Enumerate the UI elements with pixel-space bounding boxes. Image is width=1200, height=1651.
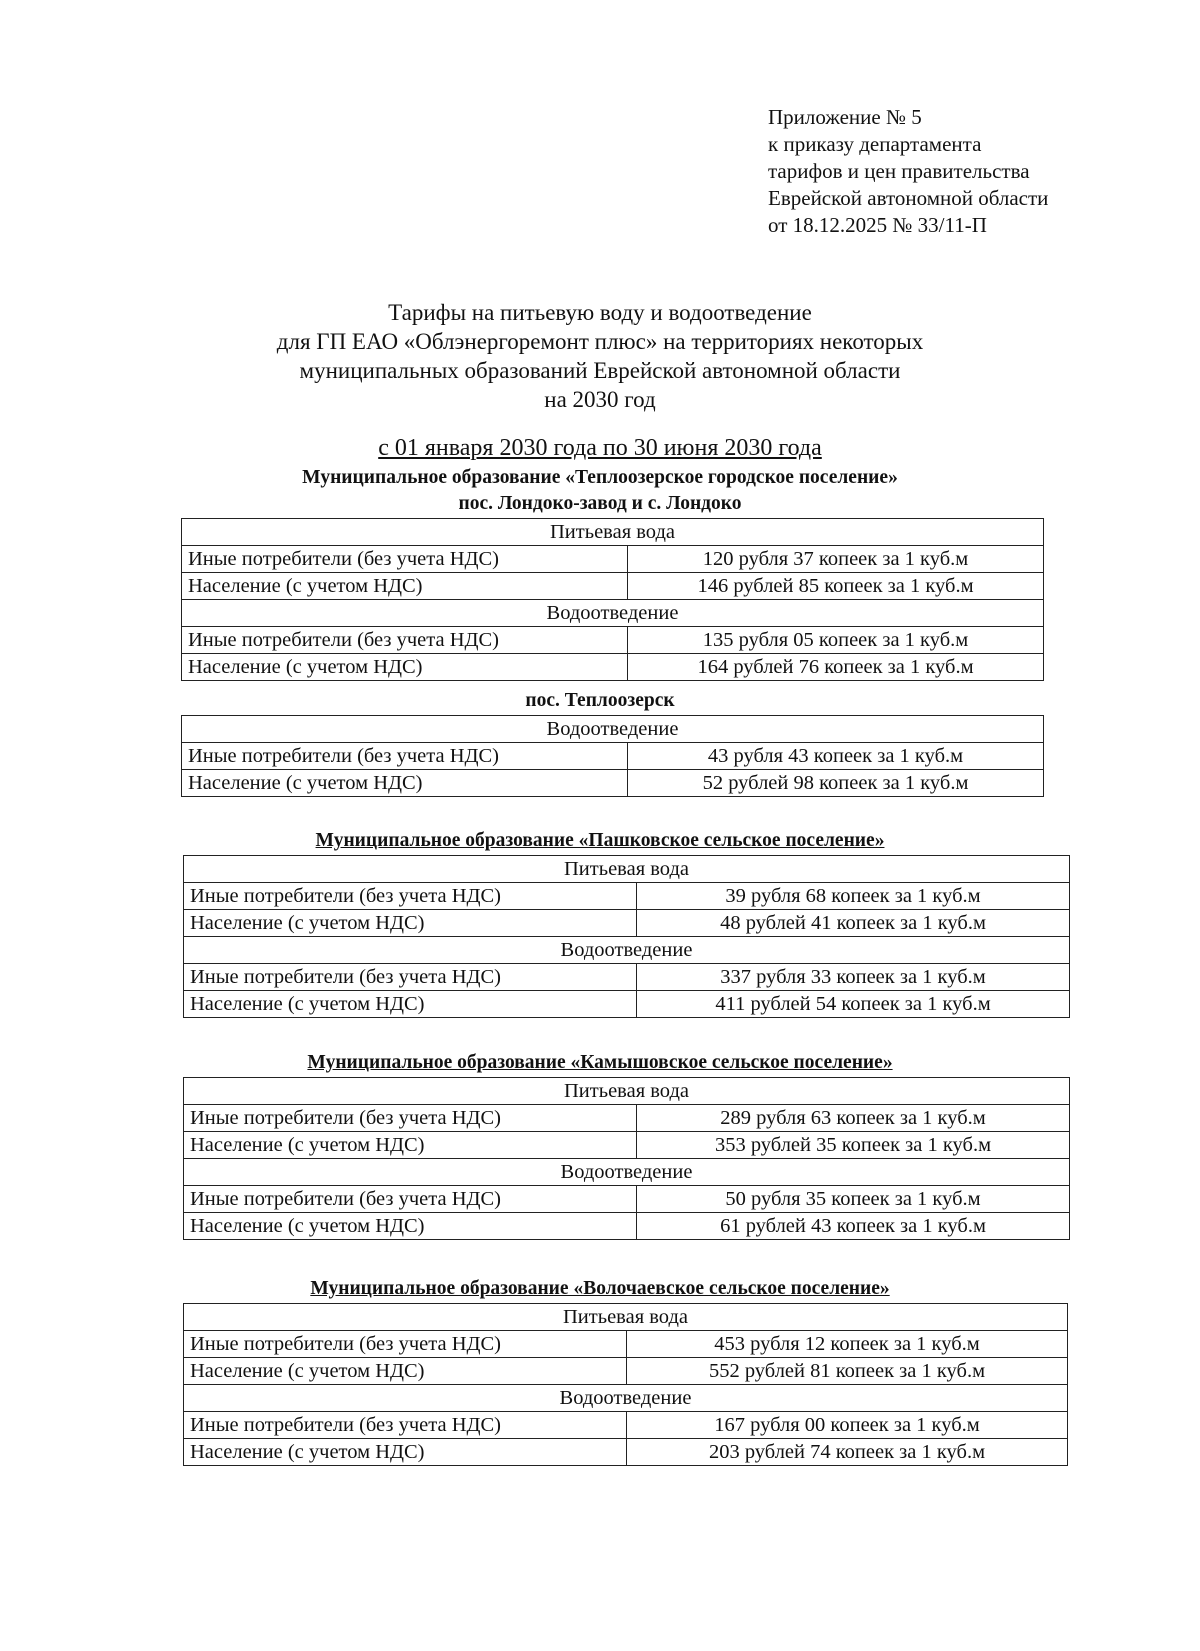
section-row (182, 519, 1044, 546)
tariff-value: 164 рублей 76 копеек за 1 куб.м (628, 654, 1044, 681)
appendix-reference (768, 104, 1048, 239)
consumer-label: Население (с учетом НДС) (182, 654, 628, 681)
section-title: Водоотведение (184, 1159, 1070, 1186)
table-row (182, 627, 1044, 654)
tariff-value: 39 рубля 68 копеек за 1 куб.м (637, 883, 1070, 910)
tariff-value: 50 рубля 35 копеек за 1 куб.м (637, 1186, 1070, 1213)
section-row (182, 600, 1044, 627)
section-row (184, 1159, 1070, 1186)
table-row (184, 883, 1070, 910)
section-row (184, 856, 1070, 883)
table-row (184, 991, 1070, 1018)
appendix-number: Приложение № 5 (768, 105, 922, 129)
tariff-table (183, 855, 1070, 1018)
consumer-label: Иные потребители (без учета НДС) (184, 1186, 637, 1213)
tariff-value: 146 рублей 85 копеек за 1 куб.м (628, 573, 1044, 600)
consumer-label: Население (с учетом НДС) (182, 573, 628, 600)
tariff-value: 337 рубля 33 копеек за 1 куб.м (637, 964, 1070, 991)
tariff-value: 411 рублей 54 копеек за 1 куб.м (637, 991, 1070, 1018)
consumer-label: Население (с учетом НДС) (184, 991, 637, 1018)
settlement-heading: пос. Лондоко-завод и с. Лондоко (458, 493, 742, 514)
municipality-heading (180, 1277, 1020, 1301)
section-title: Питьевая вода (184, 1304, 1068, 1331)
consumer-label: Иные потребители (без учета НДС) (184, 1412, 627, 1439)
table-row (184, 910, 1070, 937)
municipality-heading-text: Муниципальное образование «Волочаевское сельское поселение» (310, 1278, 890, 1299)
section-row (184, 1385, 1068, 1412)
table-row (182, 573, 1044, 600)
table-row (184, 1439, 1068, 1466)
tariff-table (181, 715, 1044, 797)
title-line-4: на 2030 год (544, 387, 656, 412)
table-row (184, 1213, 1070, 1240)
table-row (184, 1358, 1068, 1385)
consumer-label: Иные потребители (без учета НДС) (184, 1105, 637, 1132)
section-title: Питьевая вода (184, 856, 1070, 883)
tariff-value: 43 рубля 43 копеек за 1 куб.м (628, 743, 1044, 770)
section-title: Водоотведение (184, 1385, 1068, 1412)
tariff-value: 167 рубля 00 копеек за 1 куб.м (627, 1412, 1068, 1439)
consumer-label: Население (с учетом НДС) (184, 1213, 637, 1240)
municipality-heading (180, 1051, 1020, 1075)
settlement-heading: пос. Теплоозерск (525, 690, 675, 711)
section-row (182, 716, 1044, 743)
section-title: Водоотведение (182, 716, 1044, 743)
tariff-value: 120 рубля 37 копеек за 1 куб.м (628, 546, 1044, 573)
consumer-label: Население (с учетом НДС) (184, 1132, 637, 1159)
consumer-label: Иные потребители (без учета НДС) (184, 964, 637, 991)
tariff-period-text: с 01 января 2030 года по 30 июня 2030 года (378, 435, 822, 461)
municipality-heading-text: Муниципальное образование «Пашковское сельское поселение» (315, 830, 885, 851)
table-row (184, 1186, 1070, 1213)
tariff-value: 552 рублей 81 копеек за 1 куб.м (627, 1358, 1068, 1385)
tariff-table (183, 1303, 1068, 1466)
table-row (182, 654, 1044, 681)
section-title: Питьевая вода (184, 1078, 1070, 1105)
consumer-label: Иные потребители (без учета НДС) (182, 546, 628, 573)
section-title: Питьевая вода (182, 519, 1044, 546)
consumer-label: Иные потребители (без учета НДС) (182, 743, 628, 770)
consumer-label: Население (с учетом НДС) (184, 1439, 627, 1466)
consumer-label: Население (с учетом НДС) (184, 1358, 627, 1385)
table-row (184, 1412, 1068, 1439)
consumer-label: Население (с учетом НДС) (182, 770, 628, 797)
table-row (184, 1105, 1070, 1132)
table-row (182, 546, 1044, 573)
consumer-label: Иные потребители (без учета НДС) (182, 627, 628, 654)
municipality-heading: Муниципальное образование «Теплоозерское городское поселение» (302, 467, 898, 488)
appendix-date-line: от 18.12.2025 № 33/11-П (768, 213, 987, 237)
municipality-heading-text: Муниципальное образование «Камышовское сельское поселение» (307, 1052, 893, 1073)
consumer-label: Население (с учетом НДС) (184, 910, 637, 937)
title-line-2: для ГП ЕАО «Облэнергоремонт плюс» на территориях некоторых (276, 329, 924, 354)
tariff-value: 353 рублей 35 копеек за 1 куб.м (637, 1132, 1070, 1159)
tariff-period (180, 433, 1020, 463)
title-line-1: Тарифы на питьевую воду и водоотведение (388, 300, 812, 325)
appendix-region-line: Еврейской автономной области (768, 186, 1049, 210)
table-row (184, 1331, 1068, 1358)
tariff-value: 289 рубля 63 копеек за 1 куб.м (637, 1105, 1070, 1132)
section-row (184, 937, 1070, 964)
tariff-value: 61 рублей 43 копеек за 1 куб.м (637, 1213, 1070, 1240)
consumer-label: Иные потребители (без учета НДС) (184, 1331, 627, 1358)
table-row (184, 964, 1070, 991)
table-row (182, 770, 1044, 797)
section-title: Водоотведение (182, 600, 1044, 627)
tariff-value: 52 рублей 98 копеек за 1 куб.м (628, 770, 1044, 797)
tariff-value: 135 рубля 05 копеек за 1 куб.м (628, 627, 1044, 654)
tariff-value: 203 рублей 74 копеек за 1 куб.м (627, 1439, 1068, 1466)
title-line-3: муниципальных образований Еврейской автономной области (299, 358, 901, 383)
appendix-order-line: к приказу департамента (768, 132, 982, 156)
tariff-table (181, 518, 1044, 681)
table-row (182, 743, 1044, 770)
appendix-department-line: тарифов и цен правительства (768, 159, 1030, 183)
table-row (184, 1132, 1070, 1159)
document-title (180, 298, 1020, 414)
section-row (184, 1078, 1070, 1105)
municipality-heading (180, 829, 1020, 853)
tariff-table (183, 1077, 1070, 1240)
consumer-label: Иные потребители (без учета НДС) (184, 883, 637, 910)
tariff-value: 453 рубля 12 копеек за 1 куб.м (627, 1331, 1068, 1358)
tariff-value: 48 рублей 41 копеек за 1 куб.м (637, 910, 1070, 937)
section-title: Водоотведение (184, 937, 1070, 964)
section-row (184, 1304, 1068, 1331)
